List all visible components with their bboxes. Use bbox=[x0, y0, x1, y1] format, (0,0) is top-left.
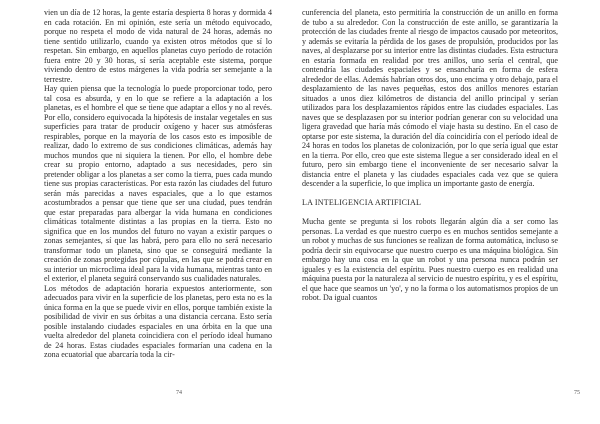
page-number: 75 bbox=[574, 390, 580, 396]
right-page bbox=[290, 0, 580, 424]
paragraph: cunferencia del planeta, esto permitiría la construcción de un anillo en forma de tubo a su alrededor. Con la construcción de este anillo, se garantizaría la protección de las ciudades frente al riesgo de impactos causado por meteoritos, y además se evitaría la pérdida de los gases de propulsión, producidos por las naves, al desplazarse por su interior entre las distintas ciudades. Esta estructura en estaría formada en realidad por tres anillos, uno sería el central, que contendría las ciudades espaciales y se ensancharía en forma de esfera alrededor de ellas. Además habrían otros dos, uno encima y otro debajo, para el desplazamiento de las naves pequeñas, estos dos anillos menores estarían situados a unos diez kilómetros de distancia del anillo principal y serían utilizados para los desplazamientos rápidos entre las ciudades espaciales. Las naves que se desplazasen por su interior podrían generar con su velocidad una ligera gravedad que haría más cómodo el viaje hasta su destino. En el caso de optarse por este sistema, la duración del día coincidiría con el período ideal de 24 horas en todos los planetas de colonización, por lo que sería igual que estar en la tierra. Por ello, creo que este sistema llegue a ser considerado ideal en el futuro, pero sin embargo tiene el inconveniente de ser necesario salvar la distancia entre el planeta y las ciudades espaciales cada vez que se quiera descender a la superficie, lo que implica un importante gasto de energía. bbox=[302, 8, 558, 188]
right-page-body bbox=[302, 8, 558, 303]
left-page bbox=[0, 0, 280, 424]
section-heading: LA INTELIGENCIA ARTIFICIAL bbox=[302, 197, 422, 207]
paragraph: vien un día de 12 horas, la gente estaría despierta 8 horas y dormida 4 en cada rotación. En mi opinión, este sería un método equivocado, porque no respeta el modo de vida natural de 24 horas, además no tiene sentido utilizarlo, cuando ya existen otros métodos que sí lo respetan. Sin embargo, en aquellos planetas cuyo período de rotación fuera entre 20 y 30 horas, sí sería aceptable este sistema, porque viviendo dentro de estos márgenes la vida podría ser semejante a la terrestre. bbox=[44, 8, 272, 84]
page-number: 74 bbox=[176, 390, 182, 396]
paragraph: Mucha gente se pregunta si los robots llegarán algún día a ser como las personas. La verdad es que nuestro cuerpo es en muchos sentidos semejante a un robot y muchas de sus funciones se realizan de forma automática, incluso se podría decir sin equivocarse que nuestro cuerpo es una máquina biológica. Sin embargo hay una cosa en la que un robot y una persona nunca podrán ser iguales y es la existencia del espíritu. Pues nuestro cuerpo es en realidad una máquina puesta por la naturaleza al servicio de nuestro espíritu, y es el espíritu, el que hace que seamos un 'yo', y no la forma o los automatismos propios de un robot. Da igual cuantos bbox=[302, 217, 558, 302]
left-page-body bbox=[44, 8, 272, 360]
paragraph: Hay quien piensa que la tecnología lo puede proporcionar todo, pero tal cosa es absurda, y en lo que se refiere a la adaptación a los planetas, es el hombre el que se tiene que adaptar a ellos y no al revés. Por ello, considero equivocada la hipótesis de instalar vegetales en sus superficies para tratar de producir oxígeno y hacer sus atmósferas respirables, porque en la mayoría de los casos esto es imposible de realizar, dado lo extremo de sus condiciones climáticas, además hay muchos mundos que ni siquiera la tienen. Por ello, el hombre debe crear su propio entorno, adaptado a sus necesidades, pero sin pretender obligar a los planetas a ser como la tierra, pues cada mundo tiene sus propias características. Por esta razón las ciudades del futuro serán más parecidas a naves espaciales, que a lo que estamos acostumbrados a pensar que tiene que ser una ciudad, pues tendrán que estar preparadas para albergar la vida humana en condiciones climáticas totalmente distintas a las propias en la tierra. Esto no significa que en los mundos del futuro no vayan a existir parques o zonas semejantes, sí que las habrá, pero para ello no será necesario transformar todo un planeta, sino que se conseguirá mediante la creación de zonas protegidas por cúpulas, en las que se podrá crear en su interior un microclima ideal para la vida humana, mientras tanto en el exterior, el planeta seguirá conservando sus cualidades naturales. bbox=[44, 84, 272, 283]
paragraph: Los métodos de adaptación horaria expuestos anteriormente, son adecuados para vivir en la superficie de los planetas, pero esta no es la única forma en la que se puede vivir en ellos, porque también existe la posibilidad de vivir en sus órbitas a una distancia cercana. Esto sería posible instalando ciudades espaciales en una órbita en la que una vuelta alrededor del planeta coincidiera con el período ideal humano de 24 horas. Estas ciudades espaciales formarían una cadena en la zona ecuatorial que abarcaría toda la cir- bbox=[44, 283, 272, 359]
